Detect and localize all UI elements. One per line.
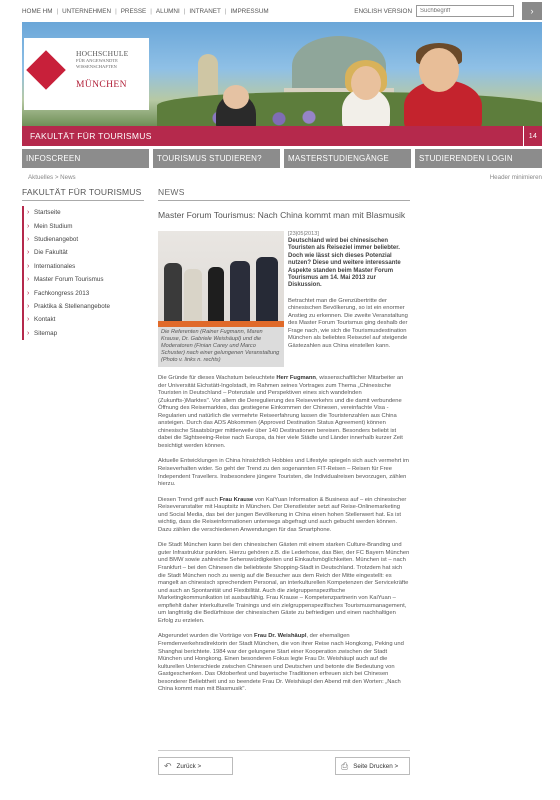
sidebar-item-mein-studium[interactable]: › Mein Studium bbox=[24, 219, 144, 232]
article-paragraph-3: Diesen Trend griff auch Frau Krause von KaiYuan Information & Business auf – ein chinesischer Reiseveranstalter mit Hauptsitz in München. Der Dienstleister setzt auf Reise-Onlinemarketing und Social Media, das bei der jungen Bevölkerung in China einen hohen Stellenwert hat. Es ist wichtig, dass die Reiseinformationen unterwegs abgefragt und auch gebucht werden können. Dazu zählen die verschiedenen Anwendungen für das Smartphone. bbox=[158, 496, 407, 533]
topnav-home[interactable]: HOME HM bbox=[22, 7, 53, 15]
header-minimize-link[interactable]: Header minimieren bbox=[489, 174, 542, 181]
print-button[interactable]: ⎙ Seite Drucken > bbox=[335, 757, 410, 775]
main-nav bbox=[22, 149, 542, 168]
search-input[interactable] bbox=[416, 5, 514, 17]
article-paragraph-2: Aktuelle Entwicklungen in China hinsichtlich Hobbies und Lifestyle spiegeln sich auch vermehrt im Reiseverhalten wider. So geht der Trend zu den sogenannten FIT-Reisen – Reisen für Free Independent Travellers. Insbesondere jüngere Touristen, die Individualreisen bevorzugen, zählen hierzu. bbox=[158, 458, 410, 488]
topnav-presse[interactable]: PRESSE bbox=[120, 7, 147, 15]
sidebar bbox=[22, 187, 144, 340]
top-bar bbox=[22, 0, 542, 22]
article-footer bbox=[158, 757, 410, 775]
print-icon: ⎙ bbox=[341, 760, 349, 771]
logo-line3: WISSENSCHAFTEN bbox=[76, 63, 117, 69]
article-date: [23|05|2013] bbox=[288, 231, 319, 237]
sidebar-item-die-fakultaet[interactable]: › Die Fakultät bbox=[24, 246, 144, 259]
article-title: Master Forum Tourismus: Nach China kommt man mit Blasmusik bbox=[158, 210, 406, 220]
logo-line4: MÜNCHEN bbox=[76, 80, 127, 90]
back-button[interactable]: ↶ Zurück > bbox=[158, 757, 233, 775]
sidebar-item-master-forum[interactable]: › Master Forum Tourismus bbox=[24, 273, 144, 286]
sidebar-item-kontakt[interactable]: › Kontakt bbox=[24, 313, 144, 326]
news-heading: NEWS bbox=[158, 187, 410, 201]
article-paragraph-1: Die Gründe für dieses Wachstum beleuchtete Herr Fugmann, wissenschaftlicher Mitarbeiter an der Universität Eichstätt-Ingolstadt, im Rahmen seines Vortrages zum Thema „Chinesische Touristen in Deutschland – Potenziale und Perspektiven eines sich wandelnden (Zukunfts-)Marktes". Vor allem die Deregulierung des Reiseverkehrs und die damit verbundene Öffnung des Reisemarktes, das gestiegene Einkommen der Chinesen, vereinfachte Visa - Regularien und natürlich die vermehrte Reiseerfahrung lassen die Touristenzahlen aus China ansteigen. Durch das ADS Abkommen (Approved Destination Status Agreement) können chinesische Staatsbürger mittlerweile über 140 Destinationen bereisen. Besonders beliebt ist dabei die Sightseeing-Reise nach Europa, da hier viele Städte und Länder innerhalb kurzer Zeit besichtigt werden können. bbox=[158, 375, 404, 449]
article-intro: Betrachtet man die Grenzübertritte der chinesischen Bevölkerung, so ist ein enormer Anstieg zu erkennen. Die zweite Veranstaltung des Master Forum Tourismus ging deshalb der Frage nach, wie sich die Tourismusdestination München als beliebtes Reiseziel auf steigende Gästezahlen aus China einstellen kann. bbox=[288, 297, 408, 349]
photo-caption: Die Referenten (Rainer Fugmann, Maren Krause, Dr. Gabriele Weishäupl) und die Moderatoren (Finian Carey und Marco Schuster) nach einer gelungenen Veranstaltung (Photo v. links n. rechts) bbox=[158, 327, 284, 367]
sidebar-item-praktika[interactable]: › Praktika & Stellenangebote bbox=[24, 300, 144, 313]
english-version-link[interactable]: ENGLISH VERSION bbox=[354, 7, 412, 15]
sidebar-item-fachkongress[interactable]: › Fachkongress 2013 bbox=[24, 286, 144, 299]
sidebar-title: FAKULTÄT FÜR TOURISMUS bbox=[22, 187, 144, 201]
university-logo[interactable] bbox=[24, 38, 149, 110]
sidebar-item-studienangebot[interactable]: › Studienangebot bbox=[24, 233, 144, 246]
topnav-unternehmen[interactable]: UNTERNEHMEN bbox=[62, 7, 112, 15]
topnav-impressum[interactable]: IMPRESSUM bbox=[230, 7, 269, 15]
logo-mark-icon bbox=[26, 50, 66, 90]
article-lead: Deutschland wird bei chinesischen Touristen als Reiseziel immer beliebter. Doch wie lässt sich dieses Potenzial nutzen? Diese und weitere interessante Aspekte standen beim Master Forum Tourismus am 14. Mai 2013 zur Diskussion. bbox=[288, 238, 401, 289]
article-paragraph-4: Die Stadt München kann bei den chinesischen Gästen mit einem starken Culture-Branding und guter Infrastruktur punkten. Hierzu gehören z.B. die Lederhose, das Bier, der FC Bayern München und BMW sowie zahlreiche Sehenswürdigkeiten und Einkaufsmöglichkeiten. München ist – nach Frankfurt – bei den Chinesen die beliebteste Shopping-Stadt in Deutschland. Trotzdem hat sich die Stadt München noch zu wenig auf die Besucher aus dem Reich der Mitte eingestellt: es mangelt an chinesisch sprechendem Personal, an interkulturellen Kompetenzen der Servicekräfte und auch an Spontanität und Flexibilität. Auch die zielgruppenspezifische Marketingkommunikation ist ausbaufähig. Frau Krause – Kompetenzpartnerin von KaiYuan – empfiehlt daher interkulturelle Trainings und ein zielgruppenspezifisches Tourismusmanagement, um langfristig die Bedürfnisse der chinesischen Gäste zu befriedigen und einen nachhaltigen Erfolg zu erzielen. bbox=[158, 542, 410, 624]
logo-line2: FÜR ANGEWANDTE bbox=[76, 58, 118, 63]
faculty-title: FAKULTÄT FÜR TOURISMUS bbox=[30, 131, 152, 141]
main-content bbox=[158, 187, 410, 694]
nav-infoscreen[interactable]: INFOSCREEN bbox=[22, 149, 149, 168]
topnav-alumni[interactable]: ALUMNI bbox=[155, 7, 180, 15]
faculty-bar bbox=[22, 126, 542, 146]
header-image bbox=[22, 22, 542, 126]
sidebar-item-startseite[interactable]: › Startseite bbox=[24, 206, 144, 219]
top-nav: HOME HM | UNTERNEHMEN | PRESSE | ALUMNI | INTRANET | IMPRESSUM bbox=[22, 7, 269, 15]
nav-studierenden-login[interactable]: STUDIERENDEN LOGIN bbox=[415, 149, 542, 168]
back-arrow-icon: ↶ bbox=[164, 760, 172, 771]
sidebar-item-internationales[interactable]: › Internationales bbox=[24, 260, 144, 273]
arrow-right-icon: › bbox=[530, 6, 534, 16]
article-paragraph-5: Abgerundet wurden die Vorträge von Frau Dr. Weishäupl, der ehemaligen Fremdenverkehrsdirektorin der Stadt München, die von ihrer Reise nach Hongkong, Peking und Shanghai berichtete. 1984 war der gelungene Start einer Kooperation zwischen der Stadt München und Hongkong. Einen besonderen Fokus legte Frau Dr. Weishäupl auch auf die kulturellen Unterschiede zwischen Chinesen und Deutschen und betonte die Bedeutung von Gastgeschenken. Das Oktoberfest und bayerische Traditionen erfreuen sich bei Chinesen besonderer Beliebtheit und so beendete Frau Dr. Weishäupl den Abend mit den Worten: „Nach China kommt man mit Blasmusik". bbox=[158, 633, 404, 693]
group-photo bbox=[158, 231, 284, 327]
breadcrumb[interactable]: Aktuelles > News bbox=[28, 174, 76, 181]
logo-line1: HOCHSCHULE bbox=[76, 49, 129, 58]
topnav-intranet[interactable]: INTRANET bbox=[189, 7, 221, 15]
faculty-number: 14 bbox=[523, 126, 542, 146]
search-submit-button[interactable] bbox=[522, 2, 542, 20]
sidebar-item-sitemap[interactable]: › Sitemap bbox=[24, 327, 144, 340]
nav-tourismus-studieren[interactable]: TOURISMUS STUDIEREN? bbox=[153, 149, 280, 168]
nav-masterstudiengaenge[interactable]: MASTERSTUDIENGÄNGE bbox=[284, 149, 411, 168]
article-photo bbox=[158, 231, 284, 367]
